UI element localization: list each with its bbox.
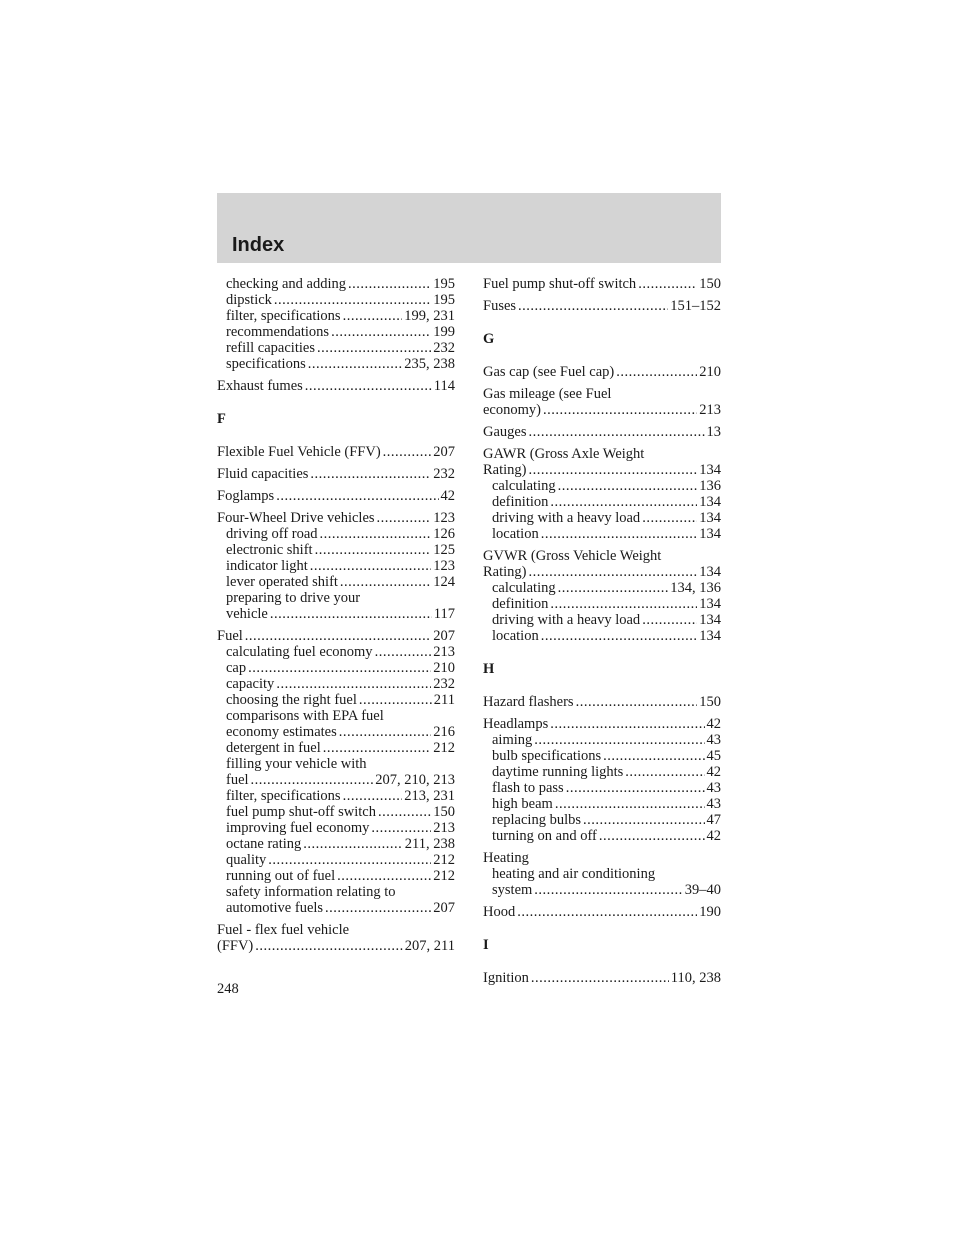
entry-page: 235, 238 [404, 356, 455, 372]
section-letter: F [217, 411, 226, 427]
page-title: Index [232, 234, 285, 256]
section-letter: H [483, 661, 495, 677]
leader-dots [343, 788, 403, 804]
entry-label: aiming [492, 732, 533, 748]
index-entry [483, 764, 721, 780]
entry-page: 134 [699, 494, 721, 510]
leader-dots [310, 558, 432, 574]
entry-label: turning on and off [492, 828, 597, 844]
entry-page: 134, 136 [670, 580, 721, 596]
entry-page: 125 [433, 542, 455, 558]
leader-dots [383, 444, 432, 460]
index-entry [483, 780, 721, 796]
entry-label: location [492, 526, 539, 542]
index-entry [483, 298, 721, 314]
leader-dots [276, 676, 431, 692]
entry-label: Flexible Fuel Vehicle (FFV) [217, 444, 381, 460]
entry-label: quality [226, 852, 267, 868]
entry-page: 42 [706, 828, 721, 844]
leader-dots [315, 542, 432, 558]
entry-page: 212 [433, 852, 455, 868]
entry-page: 207, 211 [404, 938, 455, 954]
index-entry [483, 882, 721, 898]
entry-label: recommendations [226, 324, 330, 340]
leader-dots [638, 276, 697, 292]
leader-dots [576, 694, 698, 710]
section-letter: G [483, 331, 495, 347]
index-entry [217, 692, 455, 708]
entry-page: 232 [433, 340, 455, 356]
entry-label: refill capacities [226, 340, 315, 356]
index-entry [217, 526, 455, 542]
index-entry [483, 748, 721, 764]
index-entry [483, 462, 721, 478]
entry-label: Gas mileage (see Fuel [483, 386, 612, 402]
page-number: 248 [217, 981, 239, 997]
leader-dots [518, 298, 668, 314]
leader-dots [308, 356, 403, 372]
index-column-right [483, 276, 721, 986]
leader-dots [248, 660, 431, 676]
entry-page: 212 [433, 740, 455, 756]
index-entry [483, 364, 721, 380]
entry-label: Gauges [483, 424, 527, 440]
entry-label: driving with a heavy load [492, 612, 641, 628]
index-entry [483, 812, 721, 828]
entry-label: fuel pump shut-off switch [226, 804, 376, 820]
section-letter: I [483, 937, 489, 953]
entry-page: 117 [433, 606, 455, 622]
entry-page: 232 [433, 676, 455, 692]
index-entry [217, 276, 455, 292]
entry-page: 210 [699, 364, 721, 380]
entry-page: 114 [433, 378, 455, 394]
entry-label: lever operated shift [226, 574, 338, 590]
index-entry [217, 820, 455, 836]
entry-label: automotive fuels [226, 900, 324, 916]
entry-label: specifications [226, 356, 306, 372]
entry-label: indicator light [226, 558, 308, 574]
index-entry [217, 804, 455, 820]
entry-page: 110, 238 [670, 970, 721, 986]
index-entry [483, 402, 721, 418]
index-entry [483, 904, 721, 920]
index-entry [217, 378, 455, 394]
entry-label: calculating [492, 478, 556, 494]
index-entry [217, 676, 455, 692]
leader-dots [245, 628, 431, 644]
leader-dots [616, 364, 697, 380]
index-entry [217, 660, 455, 676]
leader-dots [340, 574, 431, 590]
entry-page: 195 [433, 292, 455, 308]
entry-label: economy) [483, 402, 541, 418]
leader-dots [531, 970, 669, 986]
entry-page: 42 [706, 764, 721, 780]
entry-label: Fluid capacities [217, 466, 309, 482]
entry-label: running out of fuel [226, 868, 336, 884]
index-entry [217, 558, 455, 574]
entry-label: filter, specifications [226, 308, 341, 324]
leader-dots [543, 402, 697, 418]
entry-page: 43 [706, 732, 721, 748]
index-entry [217, 466, 455, 482]
entry-page: 210 [433, 660, 455, 676]
entry-label: Fuel - flex fuel vehicle [217, 922, 350, 938]
entry-label: location [492, 628, 539, 644]
index-entry [483, 732, 721, 748]
leader-dots [642, 612, 697, 628]
index-entry [483, 424, 721, 440]
entry-page: 199 [433, 324, 455, 340]
entry-label: improving fuel economy [226, 820, 370, 836]
index-entry [217, 836, 455, 852]
index-entry [483, 276, 721, 292]
leader-dots [550, 494, 697, 510]
entry-label: (FFV) [217, 938, 254, 954]
entry-label: checking and adding [226, 276, 346, 292]
leader-dots [320, 526, 432, 542]
index-entry [217, 740, 455, 756]
index-entry [483, 970, 721, 986]
index-entry [217, 606, 455, 622]
leader-dots [529, 462, 698, 478]
entry-label: replacing bulbs [492, 812, 581, 828]
entry-page: 195 [433, 276, 455, 292]
entry-page: 126 [433, 526, 455, 542]
leader-dots [583, 812, 705, 828]
entry-page: 39–40 [684, 882, 721, 898]
leader-dots [331, 324, 431, 340]
entry-page: 211, 238 [404, 836, 455, 852]
entry-label: system [492, 882, 533, 898]
entry-page: 213 [433, 820, 455, 836]
entry-page: 43 [706, 796, 721, 812]
entry-label: driving off road [226, 526, 318, 542]
index-entry [217, 542, 455, 558]
index-entry [483, 478, 721, 494]
entry-label: calculating fuel economy [226, 644, 373, 660]
leader-dots [348, 276, 431, 292]
entry-page: 151–152 [670, 298, 721, 314]
index-entry [217, 292, 455, 308]
leader-dots [310, 466, 431, 482]
index-entry [483, 510, 721, 526]
leader-dots [599, 828, 705, 844]
entry-page: 199, 231 [404, 308, 455, 324]
index-column-left [217, 276, 455, 954]
leader-dots [251, 772, 374, 788]
index-entry [217, 444, 455, 460]
entry-label: capacity [226, 676, 275, 692]
leader-dots [555, 796, 705, 812]
leader-dots [642, 510, 697, 526]
index-entry [483, 628, 721, 644]
entry-page: 45 [706, 748, 721, 764]
index-entry [217, 574, 455, 590]
leader-dots [339, 724, 432, 740]
index-entry [217, 868, 455, 884]
entry-label: bulb specifications [492, 748, 602, 764]
index-entry [217, 644, 455, 660]
leader-dots [558, 580, 669, 596]
entry-page: 213 [433, 644, 455, 660]
leader-dots [343, 308, 403, 324]
entry-page: 42 [440, 488, 455, 504]
entry-label: safety information relating to [226, 884, 396, 900]
entry-page: 213, 231 [404, 788, 455, 804]
entry-page: 123 [433, 558, 455, 574]
entry-label: GAWR (Gross Axle Weight [483, 446, 645, 462]
index-entry [217, 510, 455, 526]
index-entry [217, 308, 455, 324]
entry-label: filling your vehicle with [226, 756, 367, 772]
leader-dots [375, 644, 432, 660]
entry-page: 134 [699, 596, 721, 612]
entry-label: heating and air conditioning [492, 866, 656, 882]
entry-label: high beam [492, 796, 553, 812]
entry-page: 212 [433, 868, 455, 884]
index-entry [217, 724, 455, 740]
leader-dots [359, 692, 432, 708]
index-entry-group [217, 276, 455, 372]
entry-page: 42 [706, 716, 721, 732]
index-header-bar [217, 193, 721, 263]
entry-page: 150 [433, 804, 455, 820]
entry-label: economy estimates [226, 724, 337, 740]
entry-label: flash to pass [492, 780, 564, 796]
leader-dots [517, 904, 697, 920]
index-entry [217, 900, 455, 916]
entry-label: cap [226, 660, 247, 676]
index-entry [483, 564, 721, 580]
entry-label: comparisons with EPA fuel [226, 708, 384, 724]
entry-page: 134 [699, 526, 721, 542]
entry-label: preparing to drive your [226, 590, 361, 606]
leader-dots [534, 882, 682, 898]
entry-page: 216 [433, 724, 455, 740]
index-entry [217, 324, 455, 340]
entry-page: 207 [433, 900, 455, 916]
entry-page: 134 [699, 628, 721, 644]
entry-page: 207 [433, 628, 455, 644]
index-entry [217, 340, 455, 356]
index-entry [217, 852, 455, 868]
entry-label: definition [492, 494, 549, 510]
index-entry [217, 772, 455, 788]
entry-label: definition [492, 596, 549, 612]
entry-label: filter, specifications [226, 788, 341, 804]
leader-dots [323, 740, 431, 756]
entry-label: detergent in fuel [226, 740, 321, 756]
index-entry [483, 796, 721, 812]
entry-label: driving with a heavy load [492, 510, 641, 526]
entry-label: electronic shift [226, 542, 313, 558]
entry-label: dipstick [226, 292, 272, 308]
entry-label: octane rating [226, 836, 302, 852]
index-entry [217, 356, 455, 372]
entry-page: 207 [433, 444, 455, 460]
index-entry [217, 488, 455, 504]
entry-page: 134 [699, 462, 721, 478]
entry-label: Four-Wheel Drive vehicles [217, 510, 375, 526]
index-entry [483, 580, 721, 596]
leader-dots [625, 764, 704, 780]
entry-page: 134 [699, 612, 721, 628]
index-entry [483, 612, 721, 628]
leader-dots [550, 596, 697, 612]
index-entry [483, 596, 721, 612]
entry-label: Fuel [217, 628, 243, 644]
leader-dots [268, 852, 431, 868]
entry-page: 136 [699, 478, 721, 494]
entry-page: 134 [699, 564, 721, 580]
entry-label: Foglamps [217, 488, 275, 504]
leader-dots [603, 748, 704, 764]
entry-label: Ignition [483, 970, 529, 986]
index-entry [483, 716, 721, 732]
entry-label: Rating) [483, 462, 527, 478]
index-entry [483, 526, 721, 542]
index-entry [217, 938, 455, 954]
entry-page: 13 [706, 424, 721, 440]
index-entry [483, 694, 721, 710]
entry-label: Fuel pump shut-off switch [483, 276, 637, 292]
leader-dots [325, 900, 431, 916]
entry-page: 213 [699, 402, 721, 418]
entry-page: 207, 210, 213 [375, 772, 455, 788]
leader-dots [270, 606, 432, 622]
leader-dots [255, 938, 403, 954]
leader-dots [541, 526, 698, 542]
leader-dots [377, 510, 432, 526]
entry-page: 123 [433, 510, 455, 526]
leader-dots [534, 732, 704, 748]
entry-page: 124 [433, 574, 455, 590]
leader-dots [274, 292, 431, 308]
entry-label: Exhaust fumes [217, 378, 303, 394]
entry-page: 47 [706, 812, 721, 828]
leader-dots [276, 488, 438, 504]
entry-label: vehicle [226, 606, 268, 622]
entry-label: Hazard flashers [483, 694, 574, 710]
entry-page: 43 [706, 780, 721, 796]
leader-dots [378, 804, 431, 820]
leader-dots [305, 378, 432, 394]
index-entry [217, 628, 455, 644]
entry-label: Hood [483, 904, 516, 920]
leader-dots [550, 716, 704, 732]
entry-label: calculating [492, 580, 556, 596]
index-entry [483, 494, 721, 510]
leader-dots [371, 820, 431, 836]
leader-dots [529, 424, 705, 440]
entry-page: 211 [433, 692, 455, 708]
entry-label: choosing the right fuel [226, 692, 357, 708]
entry-label: Gas cap (see Fuel cap) [483, 364, 615, 380]
entry-label: GVWR (Gross Vehicle Weight [483, 548, 662, 564]
entry-page: 150 [699, 276, 721, 292]
leader-dots [558, 478, 698, 494]
entry-page: 134 [699, 510, 721, 526]
entry-label: Headlamps [483, 716, 549, 732]
entry-label: daytime running lights [492, 764, 624, 780]
leader-dots [303, 836, 402, 852]
index-entry [483, 828, 721, 844]
leader-dots [337, 868, 431, 884]
entry-label: Fuses [483, 298, 517, 314]
leader-dots [541, 628, 698, 644]
entry-page: 150 [699, 694, 721, 710]
entry-label: fuel [226, 772, 249, 788]
entry-label: Rating) [483, 564, 527, 580]
entry-label: Heating [483, 850, 529, 866]
entry-page: 232 [433, 466, 455, 482]
entry-page: 190 [699, 904, 721, 920]
index-entry [217, 788, 455, 804]
leader-dots [529, 564, 698, 580]
leader-dots [317, 340, 431, 356]
leader-dots [566, 780, 705, 796]
